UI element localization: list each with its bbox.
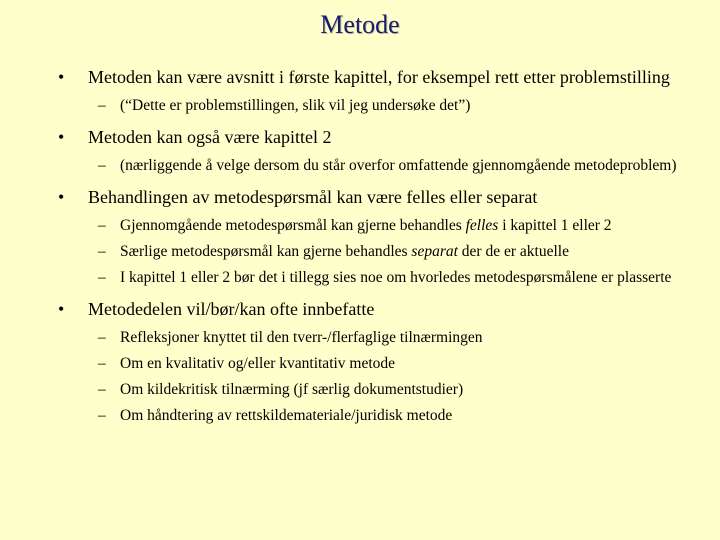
dash-icon: – — [98, 157, 106, 174]
sub-point — [58, 406, 678, 426]
dash-icon: – — [98, 243, 106, 260]
sub-point-text: Om en kvalitativ og/eller kvantitativ metode — [120, 355, 396, 372]
sub-point — [58, 216, 678, 236]
dash-icon: – — [98, 381, 106, 398]
dash-icon: – — [98, 355, 106, 372]
bullet-group — [58, 66, 678, 116]
slide-title: Metode — [320, 10, 400, 39]
sub-point-text: Gjennomgående metodespørsmål kan gjerne behandles felles i kapittel 1 eller 2 — [120, 217, 612, 234]
bullet-point — [58, 126, 678, 148]
bullet-text: Metoden kan være avsnitt i første kapittel, for eksempel rett etter problemstilling — [88, 67, 670, 87]
bullet-icon: • — [58, 187, 65, 207]
sub-point-text: (nærliggende å velge dersom du står overfor omfattende gjennomgående metodeproblem) — [120, 157, 677, 174]
sub-point — [58, 380, 678, 400]
bullet-text: Behandlingen av metodespørsmål kan være felles eller separat — [88, 187, 538, 207]
sub-point-text: Om håndtering av rettskildemateriale/juridisk metode — [120, 407, 453, 424]
bullet-text: Metoden kan også være kapittel 2 — [88, 127, 332, 147]
dash-icon: – — [98, 407, 106, 424]
dash-icon: – — [98, 269, 106, 286]
bullet-group — [58, 298, 678, 426]
dash-icon: – — [98, 97, 106, 114]
sub-point — [58, 268, 678, 288]
bullet-icon: • — [58, 299, 65, 319]
sub-point-text: Særlige metodespørsmål kan gjerne behandles separat der de er aktuelle — [120, 243, 569, 260]
dash-icon: – — [98, 217, 106, 234]
sub-point-text: Om kildekritisk tilnærming (jf særlig dokumentstudier) — [120, 381, 464, 398]
sub-point — [58, 96, 678, 116]
emphasis: separat — [411, 243, 458, 260]
bullet-point — [58, 186, 678, 208]
bullet-point — [58, 66, 678, 88]
sub-point — [58, 156, 678, 176]
dash-icon: – — [98, 329, 106, 346]
slide-content — [58, 66, 678, 436]
emphasis: felles — [465, 217, 499, 234]
bullet-group — [58, 126, 678, 176]
sub-point-text: I kapittel 1 eller 2 bør det i tillegg sies noe om hvorledes metodespørsmålene er plasserte — [120, 269, 672, 286]
sub-point-text: (“Dette er problemstillingen, slik vil jeg undersøke det”) — [120, 97, 471, 114]
sub-point — [58, 354, 678, 374]
sub-point — [58, 242, 678, 262]
bullet-icon: • — [58, 127, 65, 147]
sub-point-text: Refleksjoner knyttet til den tverr-/flerfaglige tilnærmingen — [120, 329, 483, 346]
bullet-point — [58, 298, 678, 320]
bullet-text: Metodedelen vil/bør/kan ofte innbefatte — [88, 299, 375, 319]
bullet-group — [58, 186, 678, 288]
sub-point — [58, 328, 678, 348]
bullet-icon: • — [58, 67, 65, 87]
